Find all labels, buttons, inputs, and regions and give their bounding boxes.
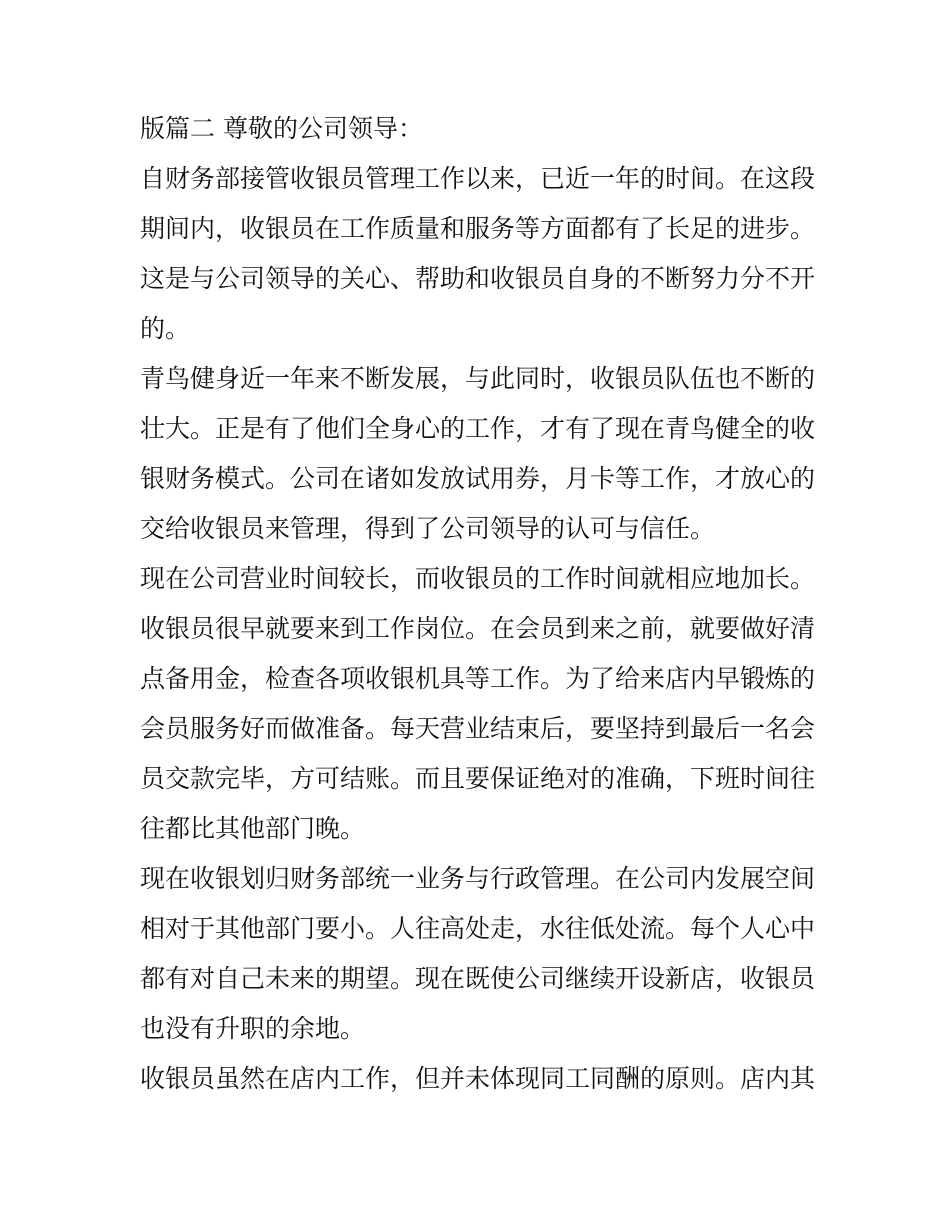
text-line: 收银员很早就要来到工作岗位。在会员到来之前，就要做好清 — [140, 614, 816, 643]
text-line: 往都比其他部门晚。 — [140, 814, 366, 843]
text-line: 交给收银员来管理，得到了公司领导的认可与信任。 — [140, 514, 716, 543]
text-line: 银财务模式。公司在诸如发放试用券，月卡等工作，才放心的 — [140, 464, 816, 493]
text-line: 的。 — [140, 314, 191, 343]
text-line: 收银员虽然在店内工作，但并未体现同工同酬的原则。店内其 — [140, 1064, 816, 1093]
text-line: 点备用金，检查各项收银机具等工作。为了给来店内早锻炼的 — [140, 664, 816, 693]
text-line: 自财务部接管收银员管理工作以来，已近一年的时间。在这段 — [140, 164, 816, 193]
text-line: 这是与公司领导的关心、帮助和收银员自身的不断努力分不开 — [140, 264, 816, 293]
text-line: 员交款完毕，方可结账。而且要保证绝对的准确，下班时间往 — [140, 764, 816, 793]
text-line: 现在收银划归财务部统一业务与行政管理。在公司内发展空间 — [140, 864, 816, 893]
text-line: 都有对自己未来的期望。现在既使公司继续开设新店，收银员 — [140, 964, 816, 993]
document-body — [140, 104, 820, 1104]
text-line: 青鸟健身近一年来不断发展，与此同时，收银员队伍也不断的 — [140, 364, 816, 393]
text-line: 期间内，收银员在工作质量和服务等方面都有了长足的进步。 — [140, 214, 816, 243]
text-line: 相对于其他部门要小。人往高处走，水往低处流。每个人心中 — [140, 914, 816, 943]
salutation-line: 版篇二 尊敬的公司领导： — [140, 114, 423, 143]
text-line: 壮大。正是有了他们全身心的工作，才有了现在青鸟健全的收 — [140, 414, 816, 443]
text-line: 现在公司营业时间较长，而收银员的工作时间就相应地加长。 — [140, 564, 816, 593]
text-line: 会员服务好而做准备。每天营业结束后，要坚持到最后一名会 — [140, 714, 816, 743]
text-line: 也没有升职的余地。 — [140, 1014, 366, 1043]
